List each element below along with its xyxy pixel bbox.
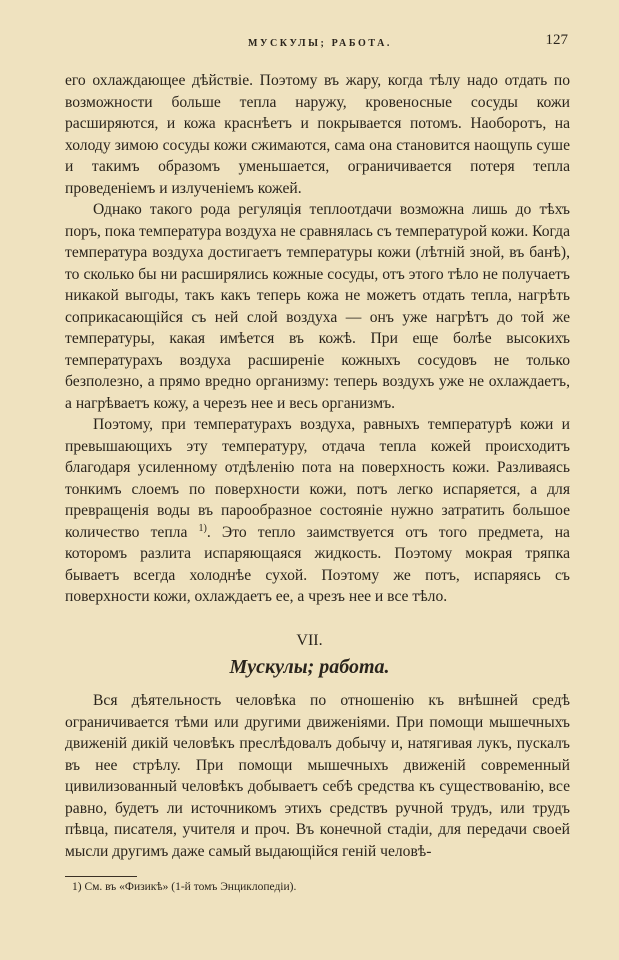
- text-block-top: [65, 70, 570, 608]
- page-number: 127: [545, 32, 568, 48]
- paragraph: Однако такого рода регуляція теплоотдачи возможна лишь до тѣхъ поръ, пока температура воздуха не сравнялась съ температурой кожи. Когда температура воздуха достигаетъ температуры кожи (лѣтній зной, въ банѣ), то сколько бы ни расширялись кожные сосуды, отъ этого тѣло не получаетъ никакой выгоды, такъ какъ теперь кожа не можетъ отдать тепла, нагрѣть соприкасающійся съ ней слой воздуха — онъ уже нагрѣтъ до той же температуры, какая имѣется въ кожѣ. При еще болѣе высокихъ температурахъ воздуха расширеніе кожныхъ сосудовъ не только безполезно, а прямо вредно организму: теперь воздухъ уже не охлаждаетъ, а нагрѣваетъ кожу, а черезъ нее и весь организмъ.: [65, 201, 571, 412]
- paragraph: его охлаждающее дѣйствіе. Поэтому въ жару, когда тѣлу надо отдать по возможности больше тепла наружу, кровеносные сосуды кожи расширяются, и кожа краснѣетъ и покрывается потомъ. Наоборотъ, на холоду зимою сосуды кожи сжимаются, сама она становится наощупь суше и такимъ образомъ уменьшается, ограничивается потеря тепла проведеніемъ и излученіемъ кожей.: [65, 72, 570, 197]
- running-head: МУСКУЛЫ; РАБОТА.: [248, 38, 393, 49]
- paragraph: Вся дѣятельность человѣка по отношенію къ внѣшней средѣ ограничивается тѣми или другими движеніями. При помощи мышечныхъ движеній дикій человѣкъ преслѣдовалъ добычу и, натягивая лукъ, пускалъ въ нее стрѣлу. При помощи мышечныхъ движеній современный цивилизованный человѣкъ добываетъ себѣ средства къ существованію, все равно, будетъ ли источникомъ этихъ средствъ ручной трудъ, или трудъ пѣвца, писателя, учителя и проч. Въ конечной стадіи, для передачи своей мысли другимъ даже самый выдающійся геній человѣ-: [65, 692, 570, 860]
- paragraph-text: Поэтому, при температурахъ воздуха, равныхъ температурѣ кожи и превышающихъ эту температуру, отдача тепла кожей происходитъ благодаря усиленному отдѣленію пота на поверхность кожи. Разливаясь тонкимъ слоемъ по поверхности кожи, потъ легко испаряется, а для превращенія воды въ парообразное состояніе нужно затратить большое количество тепла: [65, 416, 570, 541]
- footnote-divider: [65, 876, 137, 877]
- footnote-marker: 1): [198, 522, 207, 534]
- section-title: Мускулы; работа.: [229, 656, 390, 678]
- section-number: VII.: [296, 632, 323, 649]
- text-block-bottom: [65, 690, 570, 862]
- paragraph: [65, 414, 570, 608]
- footnote: 1) См. въ «Физикѣ» (1-й томъ Энциклопедіи).: [72, 881, 297, 893]
- paragraph-text: . Это тепло заимствуется отъ того предмета, на которомъ разлита испаряющаяся жидкость. Поэтому мокрая тряпка бываетъ всегда холоднѣе сухой. Поэтому же потъ, испаряясь съ поверхности кожи, охлаждаетъ ее, а чрезъ нее и все тѣло.: [65, 523, 570, 605]
